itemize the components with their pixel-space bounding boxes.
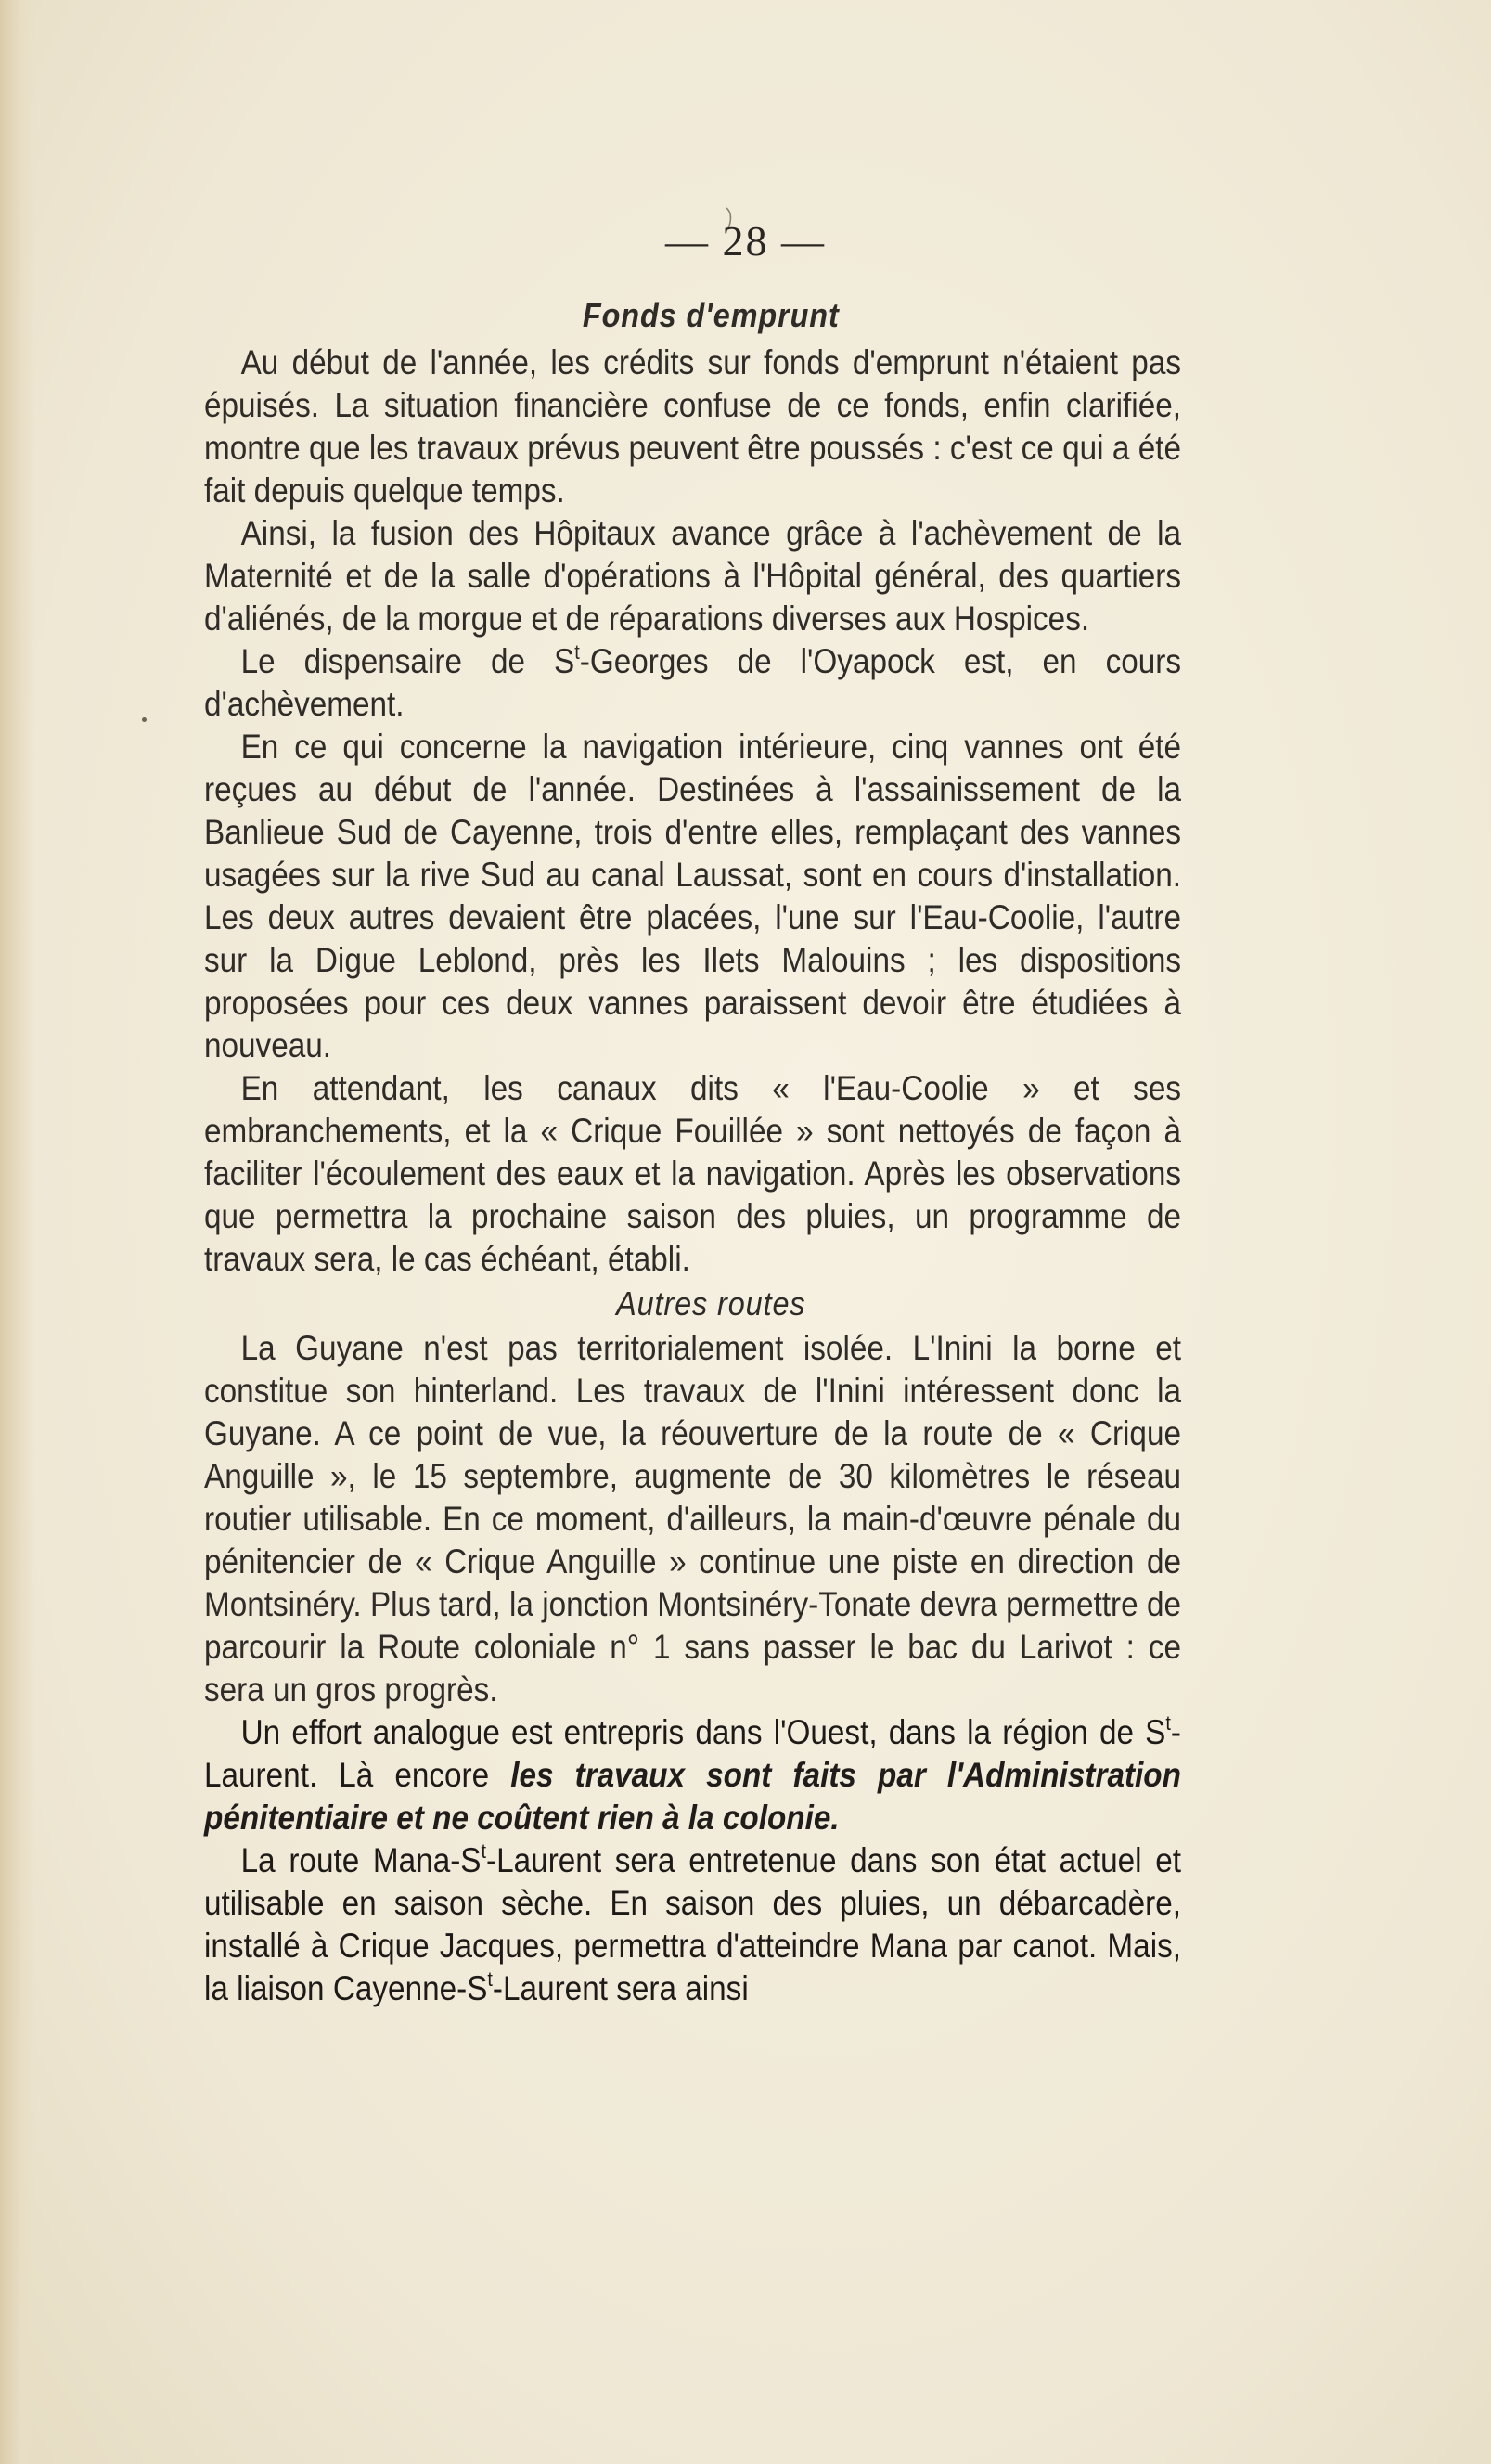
p8-sup-2: t [487, 1967, 493, 1991]
p7-text-b: -Laurent. Là encore [204, 1713, 1181, 1794]
page-number: — 28 — [665, 217, 826, 264]
section-heading-autres-routes: Autres routes [616, 1284, 806, 1322]
paragraph-hopitaux: Ainsi, la fusion des Hôpitaux avance grâce à l'achèvement de la Maternité et de la salle d'opérations à l'Hôpital général, des quartiers d'aliénés, de la morgue et de réparations diverses aux Hospices. [204, 514, 1182, 638]
paragraph-ouest [204, 1711, 1181, 1839]
margin-ink-dot [142, 717, 147, 722]
paragraph-credits: Au début de l'année, les crédits sur fonds d'emprunt n'étaient pas épuisés. La situation financière confuse de ce fonds, enfin clarifiée, montre que les travaux prévus peuvent être poussés : c'est ce qui a été fait depuis quelque temps. [204, 343, 1182, 510]
p3-text-a: Le dispensaire de S [240, 642, 575, 680]
p8-sup-1: t [481, 1838, 487, 1863]
page-gutter-shadow [0, 0, 35, 2464]
paragraph-canaux: En attendant, les canaux dits « l'Eau-Coolie » et ses embranchements, et la « Crique Fouillée » sont nettoyés de façon à faciliter l'écoulement des eaux et la navigation. Après les observations que permettra la prochaine saison des pluies, un programme de travaux sera, le cas échéant, établi. [204, 1069, 1182, 1278]
p3-sup: t [574, 639, 580, 664]
p8-text-b: -Laurent sera entretenue dans son état actuel et utilisable en saison sèche. En saison des pluies, un débarcadère, installé à Crique Jacques, permettra d'atteindre Mana par canot. Mais, la liaison Cayenne-S [204, 1841, 1181, 2007]
p8-text-c: -Laurent sera ainsi [492, 1969, 749, 2007]
paragraph-navigation: En ce qui concerne la navigation intérieure, cinq vannes ont été reçues au début de l'année. Destinées à l'assainissement de la Banlieue Sud de Cayenne, trois d'entre elles, remplaçant des vannes usagées sur la rive Sud au canal Laussat, sont en cours d'installation. Les deux autres devaient être placées, l'une sur l'Eau-Coolie, l'autre sur la Digue Leblond, près les Ilets Malouins ; les dispositions proposées pour ces deux vannes paraissent devoir être étudiées à nouveau. [204, 728, 1182, 1064]
section-heading-fonds-emprunt: Fonds d'emprunt [582, 296, 840, 334]
p8-text-a: La route Mana-S [240, 1841, 482, 1879]
p7-text-a: Un effort analogue est entrepris dans l'Ouest, dans la région de S [240, 1713, 1166, 1751]
paragraph-dispensaire [204, 640, 1181, 726]
paragraph-guyane-inini: La Guyane n'est pas territorialement isolée. L'Inini la borne et constitue son hinterland. Les travaux de l'Inini intéressent donc la Guyane. A ce point de vue, la réouverture de la route de « Crique Anguille », le 15 septembre, augmente de 30 kilomètres le réseau routier utilisable. En ce moment, d'ailleurs, la main-d'œuvre pénale du pénitencier de « Crique Anguille » continue une piste en direction de Montsinéry. Plus tard, la jonction Montsinéry-Tonate devra permettre de parcourir la Route coloniale n° 1 sans passer le bac du Larivot : ce sera un gros progrès. [204, 1329, 1182, 1709]
p7-sup: t [1165, 1710, 1171, 1735]
p7-emphasis: les travaux sont faits par l'Administration pénitentiaire et ne coûtent rien à la colonie. [204, 1756, 1181, 1837]
p3-text-b: -Georges de l'Oyapock est, en cours d'achèvement. [204, 642, 1181, 723]
paragraph-route-mana [204, 1839, 1181, 2010]
body-text [204, 290, 1181, 2010]
